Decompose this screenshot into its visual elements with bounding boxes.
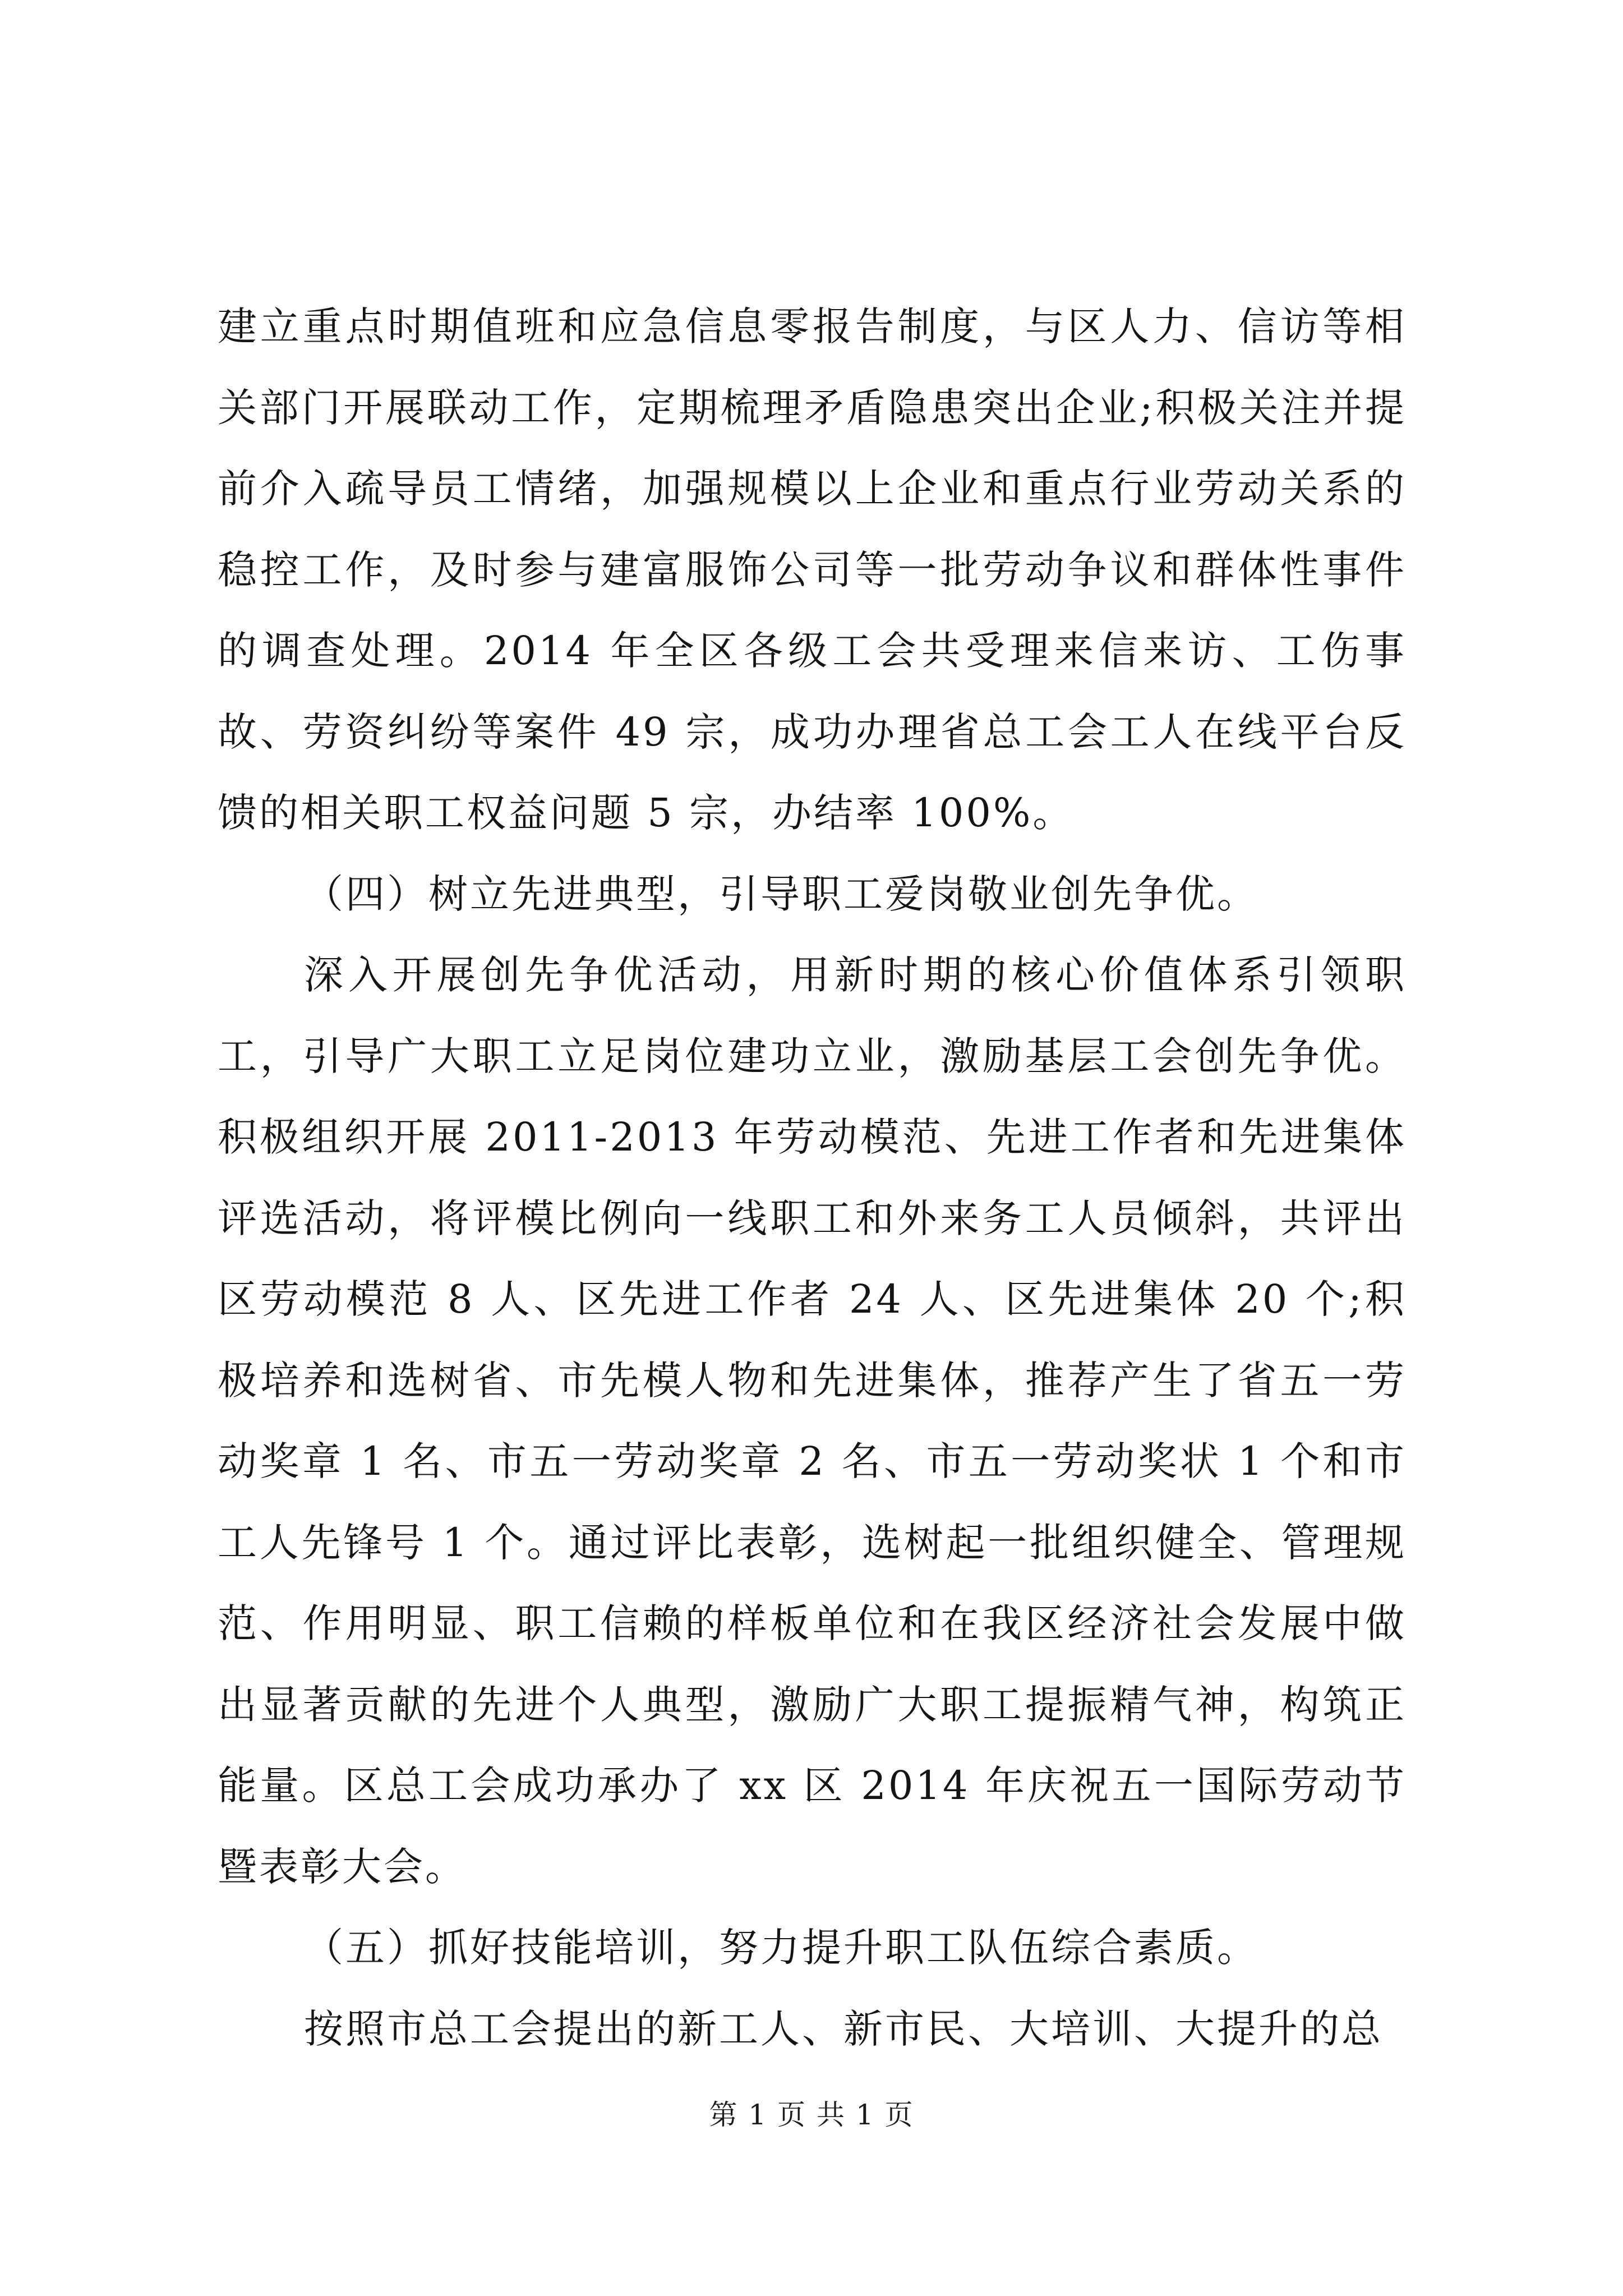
body-paragraph: 深入开展创先争优活动，用新时期的核心价值体系引领职工，引导广大职工立足岗位建功立业，激励基层工会创先争优。积极组织开展 2011-2013 年劳动模范、先进工作者和先进集体评选活动，将评模比例向一线职工和外来务工人员倾斜，共评出区劳动模范 8 人、区先进工作者 24 人、区先进集体 20 个;积极培养和选树省、市先模人物和先进集体，推荐产生了省五一劳动奖章 1 名、市五一劳动奖章 2 名、市五一劳动奖状 1 个和市工人先锋号 1 个。通过评比表彰，选树起一批组织健全、管理规范、作用明显、职工信赖的样板单位和在我区经济社会发展中做出显著贡献的先进个人典型，激励广大职工提振精气神，构筑正能量。区总工会成功承办了 xx 区 2014 年庆祝五一国际劳动节暨表彰大会。 bbox=[218, 952, 1407, 1890]
section-heading-5: （五）抓好技能培训，努力提升职工队伍综合素质。 bbox=[304, 1925, 1258, 1971]
section-heading-4: （四）树立先进典型，引导职工爱岗敬业创先争优。 bbox=[304, 871, 1258, 917]
document-body bbox=[218, 286, 1407, 2069]
body-paragraph: 建立重点时期值班和应急信息零报告制度，与区人力、信访等相关部门开展联动工作，定期梳理矛盾隐患突出企业;积极关注并提前介入疏导员工情绪，加强规模以上企业和重点行业劳动关系的稳控工作，及时参与建富服饰公司等一批劳动争议和群体性事件的调查处理。2014 年全区各级工会共受理来信来访、工伤事故、劳资纠纷等案件 49 宗，成功办理省总工会工人在线平台反馈的相关职工权益问题 5 宗，办结率 100%。 bbox=[218, 303, 1407, 836]
page-number-footer: 第 1 页 共 1 页 bbox=[709, 2099, 914, 2131]
body-paragraph: 按照市总工会提出的新工人、新市民、大培训、大提升的总 bbox=[304, 2005, 1383, 2052]
